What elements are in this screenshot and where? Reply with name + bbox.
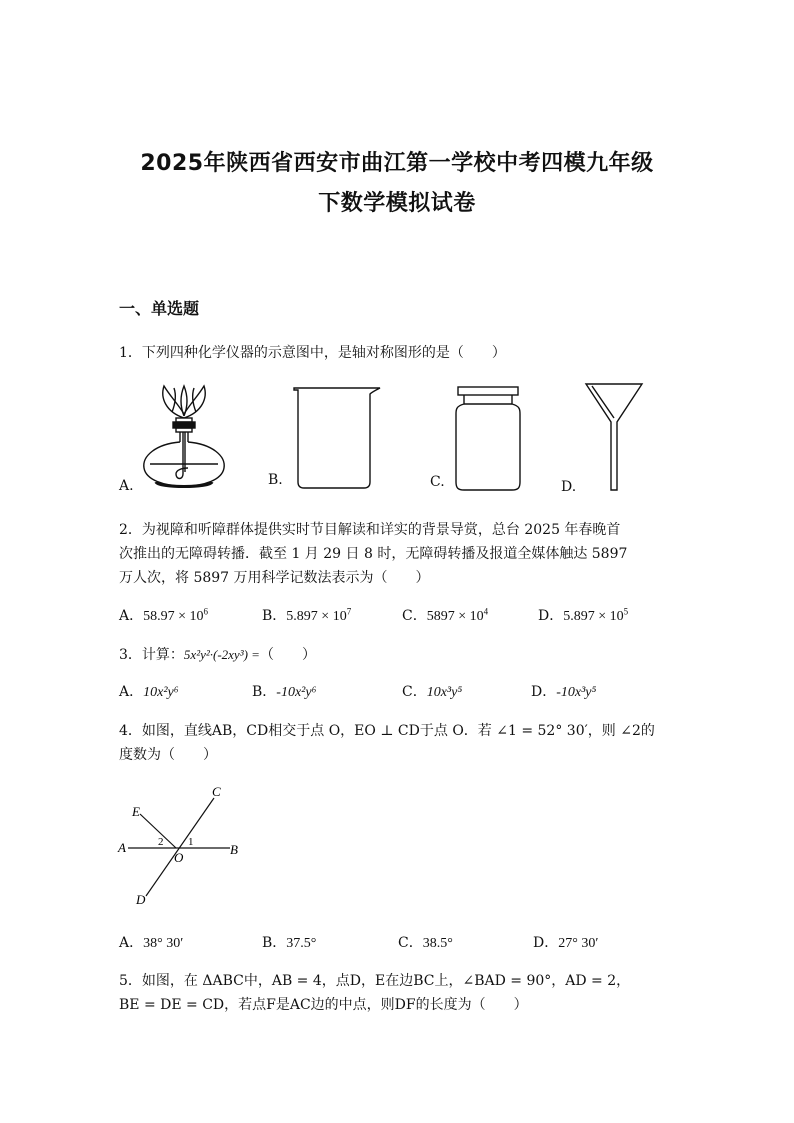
label-e: E xyxy=(132,804,140,819)
page-title-line1: 2025年陕西省西安市曲江第一学校中考四模九年级 xyxy=(140,151,654,176)
question-2-line3: 万人次，将 5897 万用科学记数法表示为（ ） xyxy=(119,570,430,586)
question-3-line: 3．计算：5x²y²·(-2xy³) =（ ） xyxy=(119,647,316,663)
label-a: A xyxy=(118,840,126,855)
q2-option-a: A．$58.97 \times 10^6$ xyxy=(119,606,209,624)
q4-geometry-figure xyxy=(112,780,252,910)
reagent-bottle-icon xyxy=(454,386,528,492)
question-2-line1: 2．为视障和听障群体提供实时节目解读和详实的背景导赏，总台 2025 年春晚首 xyxy=(119,522,621,538)
q2-option-c: C．$5897 \times 10^4$ xyxy=(402,606,489,624)
q2-option-d: D．$5.897 \times 10^5$ xyxy=(538,606,629,624)
funnel-icon xyxy=(584,382,644,494)
question-4-line1: 4．如图，直线AB，CD相交于点 O，EO ⊥ CD于点 O．若 ∠1 = 52° 30′，则 ∠2的 xyxy=(119,723,655,739)
label-angle-1: 1 xyxy=(188,836,194,848)
label-b: B xyxy=(230,842,238,857)
q3-option-a: A．10x²y⁶ xyxy=(119,684,179,700)
q1-option-a-label: A. xyxy=(119,478,134,494)
question-1-stem: 1．下列四种化学仪器的示意图中，是轴对称图形的是（ ） xyxy=(119,345,506,361)
question-5-line1: 5．如图，在 ΔABC中，AB = 4，点D，E在边BC上，∠BAD = 90°，AD = 2， xyxy=(119,973,631,989)
page-title-line2: 下数学模拟试卷 xyxy=(318,191,476,216)
q3-option-b: B．-10x²y⁶ xyxy=(252,684,317,700)
label-d: D xyxy=(136,892,146,907)
question-4-line2: 度数为（ ） xyxy=(119,747,217,763)
q3-option-d: D．-10x³y⁵ xyxy=(531,684,597,700)
label-angle-2: 2 xyxy=(158,836,164,848)
q3-option-c: C．10x³y⁵ xyxy=(402,684,463,700)
q1-option-b-label: B. xyxy=(268,472,283,488)
alcohol-lamp-icon xyxy=(136,384,226,494)
label-o: O xyxy=(174,850,184,865)
label-c: C xyxy=(212,784,221,799)
q1-option-c-label: C. xyxy=(430,474,445,490)
q4-option-c: C．38.5° xyxy=(398,935,453,951)
q4-option-a: A．38° 30′ xyxy=(119,935,184,951)
q4-option-d: D．27° 30′ xyxy=(533,935,599,951)
q2-option-b: B．$5.897 \times 10^7$ xyxy=(262,606,352,624)
beaker-icon xyxy=(292,386,382,488)
line-cd xyxy=(146,798,214,896)
q1-option-d-label: D. xyxy=(561,479,577,495)
question-2-line2: 次推出的无障碍转播．截至 1 月 29 日 8 时，无障碍转播及报道全媒体触达 5897 xyxy=(119,546,628,562)
section-heading: 一、单选题 xyxy=(119,299,200,318)
q4-option-b: B．37.5° xyxy=(262,935,317,951)
question-5-line2: BE = DE = CD，若点F是AC边的中点，则DF的长度为（ ） xyxy=(119,997,528,1013)
